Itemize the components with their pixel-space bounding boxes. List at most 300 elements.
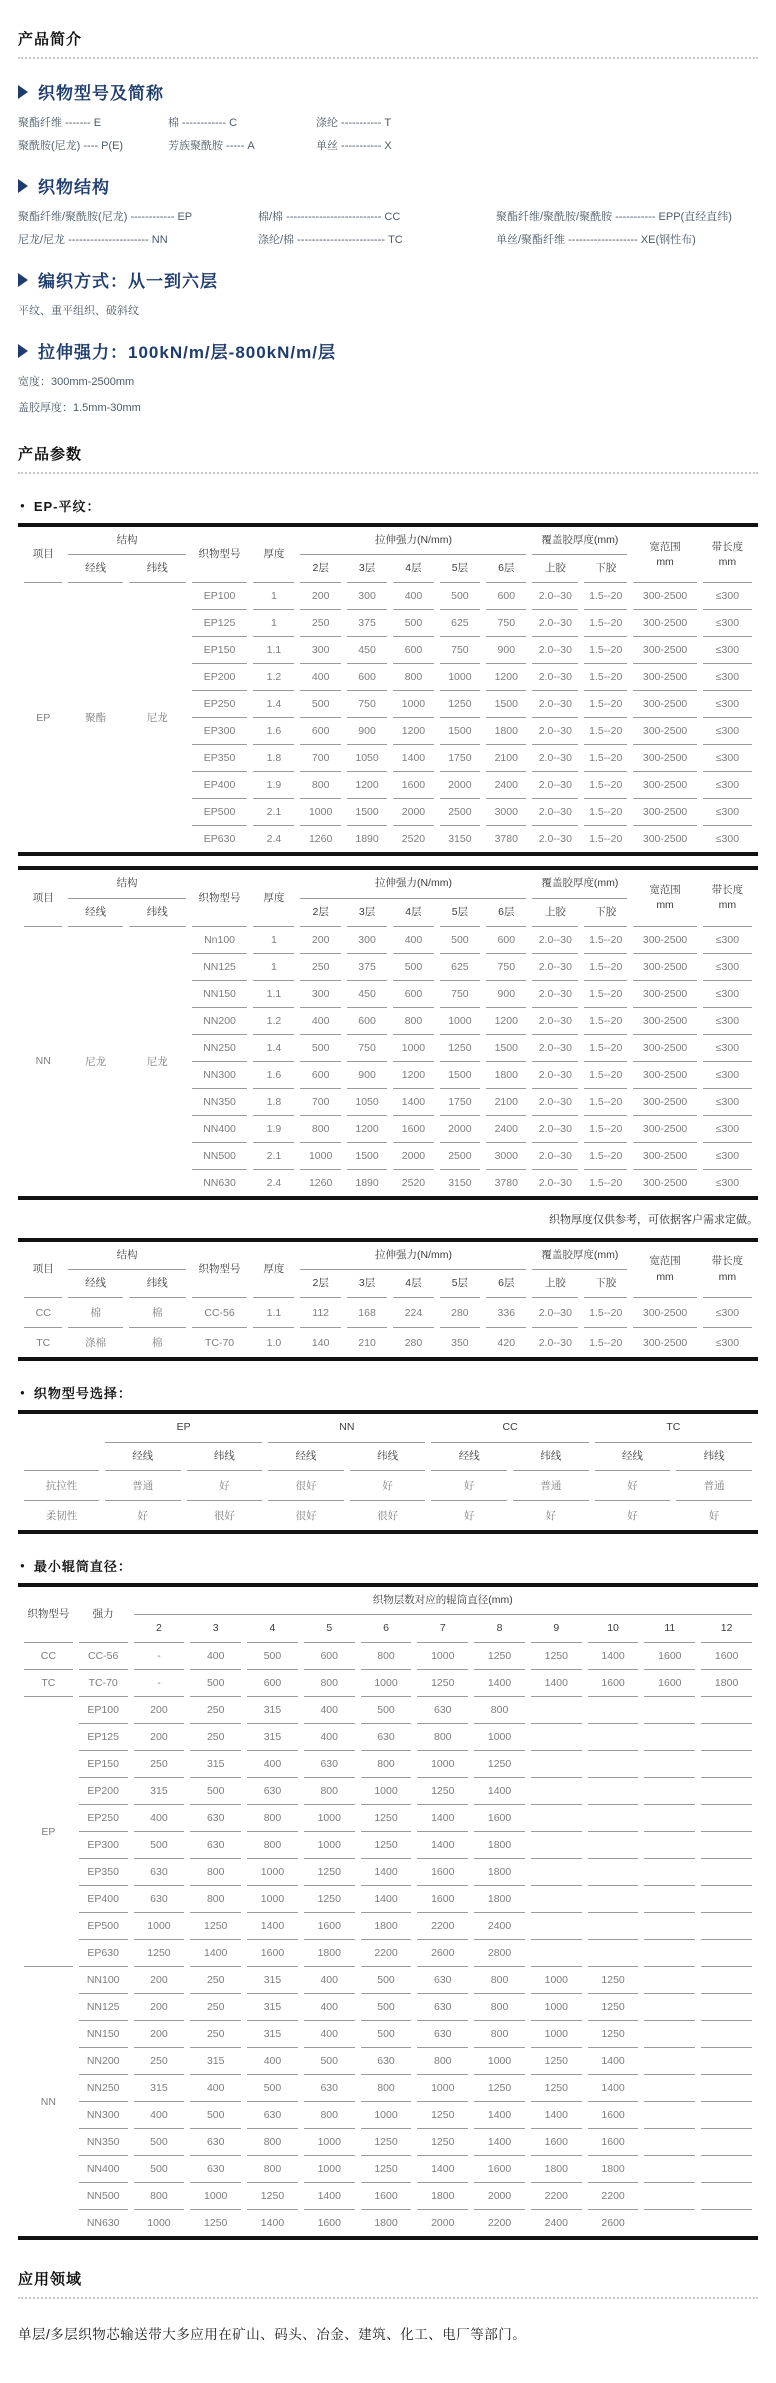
cell-value: 300-2500 — [642, 1176, 688, 1189]
cell-value: 2.0--30 — [532, 664, 578, 691]
cell-value: 250 — [300, 610, 340, 637]
cell-value: 300 — [347, 927, 387, 954]
cell-value: NN250 — [192, 1035, 248, 1062]
col-ply: 5层 — [440, 899, 480, 927]
cell-value: 1250 — [247, 2183, 298, 2210]
table-row — [24, 2102, 752, 2129]
cell-value: 1250 — [204, 2217, 228, 2230]
cell-value: 375 — [347, 610, 387, 637]
cell-value: 1600 — [317, 2217, 341, 2230]
cell-value: 1000 — [531, 1967, 582, 1994]
cell-value: 涤棉 — [85, 1337, 107, 1350]
cell-value: 600 — [486, 927, 526, 954]
cell-property: 抗拉性 — [24, 1471, 99, 1501]
cell-value: 1.5--20 — [584, 1089, 627, 1116]
cell-value: 300-2500 — [633, 664, 697, 691]
cell-value: 1400 — [474, 2129, 525, 2156]
section-title-intro: 产品简介 — [18, 10, 758, 59]
cell-item: TC — [24, 1670, 73, 1697]
cell-value — [701, 1913, 752, 1940]
cell-value: ≤300 — [703, 1116, 752, 1143]
cell-value — [701, 1805, 752, 1832]
cell-value — [644, 2129, 695, 2156]
cell-value: 2.1 — [253, 1143, 294, 1170]
col-layer: 5 — [304, 1615, 355, 1643]
bullet-icon: ● — [20, 501, 26, 510]
cell-value: 1260 — [308, 833, 333, 846]
col-model: 织物型号 — [192, 870, 248, 926]
cell-value: 1000 — [361, 2102, 412, 2129]
cell-rating: 很好 — [377, 1509, 399, 1522]
cell-value: 2.4 — [266, 833, 282, 846]
cell-value — [644, 1940, 695, 1967]
col-layers-title: 织物层数对应的辊筒直径(mm) — [134, 1587, 752, 1615]
cell-value: ≤300 — [703, 927, 752, 954]
cell-value: 500 — [361, 1697, 412, 1724]
cell-value: 2000 — [440, 1116, 480, 1143]
cell-value: 700 — [300, 1089, 340, 1116]
cell-value: 1250 — [361, 2156, 412, 2183]
fabric-structure-row — [18, 231, 758, 247]
col-belt-length: 带长度 mm — [703, 870, 752, 926]
cell-value: 1250 — [474, 1643, 525, 1670]
cell-value: 2600 — [417, 1940, 468, 1967]
cell-value: EP300 — [192, 718, 248, 745]
cell-value: 280 — [404, 1336, 423, 1349]
cell-value: ≤300 — [715, 1176, 740, 1189]
cell-value: 棉 — [129, 1298, 186, 1328]
cell-value: 750 — [347, 1035, 387, 1062]
col-sub: 经线 — [268, 1443, 344, 1471]
label-min-roller-diameter — [20, 1556, 758, 1575]
roller-diameter-table-wrap — [18, 1583, 758, 2240]
cell-value — [644, 1724, 695, 1751]
cell-value: 2100 — [486, 1089, 526, 1116]
table-row — [24, 1751, 752, 1778]
cell-value: 2400 — [544, 2217, 568, 2230]
weave-types-text: 平纹、重平组织、破斜纹 — [18, 305, 139, 317]
cell-value: 315 — [247, 2021, 298, 2048]
heading-text: 织物结构 — [38, 178, 110, 197]
cell-value: 1250 — [361, 2129, 412, 2156]
col-structure: 结构 — [68, 1242, 185, 1270]
cell-value: 300-2500 — [633, 1035, 697, 1062]
cell-value: 2.0--30 — [532, 927, 578, 954]
cell-value: ≤300 — [703, 799, 752, 826]
cell-value: 630 — [304, 2075, 355, 2102]
cell-value: 1000 — [247, 1886, 298, 1913]
cell-value: 1.5--20 — [589, 1336, 623, 1349]
col-layer: 9 — [531, 1615, 582, 1643]
col-ply: 6层 — [486, 555, 526, 583]
cell-value: 1250 — [531, 2048, 582, 2075]
cell-value: 1400 — [474, 1670, 525, 1697]
cell-value: 800 — [361, 1751, 412, 1778]
cell-value: 1400 — [531, 2102, 582, 2129]
cell-value: 2.4 — [266, 1176, 282, 1189]
label-text: EP-平纹： — [33, 499, 101, 514]
cell-value — [644, 2021, 695, 2048]
cell-value: 500 — [361, 1967, 412, 1994]
header-row — [24, 870, 752, 898]
cell-value: EP500 — [192, 799, 248, 826]
col-layer: 4 — [247, 1615, 298, 1643]
col-sub: 纬线 — [513, 1443, 589, 1471]
cell-value: 1800 — [474, 1886, 525, 1913]
cell-value: 1250 — [588, 2021, 639, 2048]
cell-value: NN500 — [79, 2183, 128, 2210]
cell-value: 1250 — [417, 1778, 468, 1805]
cell-value: 1400 — [190, 1940, 241, 1967]
cell-value: 400 — [190, 1643, 241, 1670]
cell-value: 2500 — [440, 1143, 480, 1170]
cell-value: 2400 — [486, 1116, 526, 1143]
cell-value — [644, 1697, 695, 1724]
cell-value: 200 — [134, 1994, 185, 2021]
cell-value: 1200 — [393, 1062, 433, 1089]
cell-value: 1.5--20 — [584, 1035, 627, 1062]
width-spec-text: 宽度：300mm-2500mm — [18, 376, 135, 388]
cell-value — [644, 2183, 695, 2210]
cell-value: 1500 — [486, 691, 526, 718]
cell-value — [701, 2129, 752, 2156]
cell-value: 300-2500 — [633, 691, 697, 718]
applications-text: 单层/多层织物芯输送带大多应用在矿山、码头、冶金、建筑、化工、电厂等部门。 — [18, 2327, 527, 2343]
cell-value: 300-2500 — [633, 583, 697, 610]
heading-text: 编织方式：从一到六层 — [38, 272, 218, 291]
fabric-structure-list — [18, 208, 758, 247]
cell-value: EP630 — [203, 833, 236, 846]
cell-value — [588, 1832, 639, 1859]
cell-value: NN150 — [79, 2021, 128, 2048]
cell-value: 300-2500 — [633, 1089, 697, 1116]
cell-value: 棉 — [151, 1337, 163, 1350]
fabric-model-item: 涤纶 ----------- T — [316, 117, 392, 129]
col-ply: 4层 — [393, 1270, 433, 1298]
cell-value: 1600 — [361, 2183, 412, 2210]
cell-value: 1000 — [393, 1035, 433, 1062]
cell-value: EP150 — [192, 637, 248, 664]
cell-value: NN125 — [192, 954, 248, 981]
cell-value: 1600 — [417, 1886, 468, 1913]
ep-spec-table — [18, 527, 758, 852]
cell-value: 300-2500 — [633, 981, 697, 1008]
cell-value: 630 — [417, 1697, 468, 1724]
cell-value: 2520 — [401, 833, 426, 846]
cell-value: 1.5--20 — [584, 927, 627, 954]
cell-rating: 普通 — [513, 1471, 589, 1501]
cell-value: 2.0--30 — [532, 1035, 578, 1062]
col-group: EP — [105, 1414, 262, 1442]
cell-value: 2.0--30 — [532, 583, 578, 610]
cell-value: 315 — [247, 1724, 298, 1751]
cell-value: 1250 — [440, 691, 480, 718]
cell-value: 750 — [486, 610, 526, 637]
cell-value: 1200 — [393, 718, 433, 745]
cell-value: 300-2500 — [633, 745, 697, 772]
cell-value: 2400 — [474, 1913, 525, 1940]
col-model: 织物型号 — [192, 527, 248, 583]
cell-value: 1000 — [361, 1670, 412, 1697]
table-row — [24, 1832, 752, 1859]
header-row — [24, 1587, 752, 1615]
cell-value: 630 — [190, 1832, 241, 1859]
cell-value: 2.0--30 — [532, 691, 578, 718]
cell-value: 1600 — [588, 1670, 639, 1697]
table-row — [24, 1967, 752, 1994]
cell-value: 600 — [300, 718, 340, 745]
cell-rating: 好 — [137, 1509, 149, 1522]
cell-value: 336 — [486, 1298, 526, 1328]
bullet-icon: ● — [20, 1388, 26, 1398]
cell-value: 2.0--30 — [538, 1176, 572, 1189]
col-group: CC — [431, 1414, 588, 1442]
cell-value: 300-2500 — [633, 718, 697, 745]
cell-value: 300-2500 — [642, 833, 688, 846]
table-row — [24, 1859, 752, 1886]
cell-value: 140 — [311, 1336, 330, 1349]
cell-value: 200 — [300, 927, 340, 954]
cell-value — [701, 2210, 752, 2236]
cell-value: EP250 — [79, 1805, 128, 1832]
cell-value: 800 — [361, 1643, 412, 1670]
col-sub: 经线 — [431, 1443, 507, 1471]
cell-value: 1600 — [393, 772, 433, 799]
cell-value: NN300 — [192, 1062, 248, 1089]
cell-rating: 好 — [627, 1509, 638, 1522]
cell-value: 1.5--20 — [584, 799, 627, 826]
cell-value: 1260 — [308, 1176, 333, 1189]
cell-value: NN200 — [192, 1008, 248, 1035]
col-warp: 经线 — [68, 555, 122, 583]
cell-value: 1000 — [417, 1643, 468, 1670]
cell-value — [531, 1886, 582, 1913]
cell-value — [701, 1778, 752, 1805]
cell-value: 280 — [440, 1298, 480, 1328]
cell-value: EP630 — [79, 1940, 128, 1967]
cell-value — [701, 1751, 752, 1778]
cell-value: 250 — [190, 1724, 241, 1751]
cell-value: 1200 — [486, 664, 526, 691]
cell-value: EP350 — [192, 745, 248, 772]
cell-value: 1250 — [531, 2075, 582, 2102]
cell-value: ≤300 — [703, 583, 752, 610]
cell-value: 2.0--30 — [532, 1008, 578, 1035]
cell-value: 3150 — [448, 1176, 472, 1189]
col-cover: 覆盖胶厚度(mm) — [532, 1242, 627, 1270]
cell-value: 800 — [474, 2021, 525, 2048]
cell-value: 2.0--30 — [532, 718, 578, 745]
cell-value: 630 — [247, 2102, 298, 2129]
cell-value: 500 — [361, 1994, 412, 2021]
cell-value: 1600 — [644, 1670, 695, 1697]
cell-value: 1400 — [417, 1832, 468, 1859]
cell-value: 200 — [134, 1724, 185, 1751]
cell-value: 750 — [486, 954, 526, 981]
cell-value: NN350 — [192, 1089, 248, 1116]
cell-value: 315 — [134, 2075, 185, 2102]
cell-value: NN125 — [79, 1994, 128, 2021]
cell-value: 2000 — [393, 1143, 433, 1170]
cell-value: 500 — [247, 1643, 298, 1670]
cell-value: 1400 — [247, 1913, 298, 1940]
cell-value: 1250 — [531, 1643, 582, 1670]
col-ply: 5层 — [440, 1270, 480, 1298]
cell-value: 2.0--30 — [532, 799, 578, 826]
cell-rating: 好 — [187, 1471, 263, 1501]
cell-value: 1250 — [190, 1913, 241, 1940]
cell-value — [701, 2156, 752, 2183]
table-row — [24, 1298, 752, 1328]
cell-value: 2.1 — [253, 799, 294, 826]
cell-value: 800 — [190, 1859, 241, 1886]
cell-value — [701, 1724, 752, 1751]
cell-value: 1.2 — [253, 1008, 294, 1035]
cell-value: 1400 — [588, 1643, 639, 1670]
fabric-selection-table-wrap — [18, 1410, 758, 1533]
cell-value — [701, 1697, 752, 1724]
cell-value — [701, 1859, 752, 1886]
cell-value: 300-2500 — [633, 1008, 697, 1035]
col-ply: 2层 — [300, 555, 340, 583]
cell-value: 2600 — [601, 2217, 625, 2230]
heading-tensile-strength — [18, 338, 758, 363]
col-ply: 3层 — [347, 899, 387, 927]
col-sub: 纬线 — [676, 1443, 752, 1471]
cell-value: 400 — [304, 1724, 355, 1751]
cell-value — [644, 1859, 695, 1886]
cell-item: CC — [24, 1643, 73, 1670]
cell-value: 1800 — [304, 1940, 355, 1967]
col-belt-length: 带长度 mm — [703, 1242, 752, 1298]
cell-value: 200 — [300, 583, 340, 610]
cell-value — [644, 1832, 695, 1859]
cell-value — [701, 1886, 752, 1913]
cell-value: 400 — [304, 2021, 355, 2048]
cell-value: 500 — [300, 691, 340, 718]
cell-value: 800 — [361, 2075, 412, 2102]
cell-value — [588, 1805, 639, 1832]
cell-value: ≤300 — [715, 833, 740, 846]
cell-value: ≤300 — [703, 1298, 752, 1328]
cell-value: 1.5--20 — [584, 691, 627, 718]
cell-value: 315 — [190, 1751, 241, 1778]
cell-value: 630 — [190, 2156, 241, 2183]
cell-value: 500 — [304, 2048, 355, 2075]
heading-weave-method — [18, 267, 758, 292]
cell-value: 1.5--20 — [584, 1008, 627, 1035]
cell-value: NN150 — [192, 981, 248, 1008]
cell-value: 600 — [347, 664, 387, 691]
cell-value: 315 — [247, 1697, 298, 1724]
cell-value: 1600 — [393, 1116, 433, 1143]
cell-value: 1.5--20 — [584, 981, 627, 1008]
cell-value: 300-2500 — [633, 637, 697, 664]
cell-value — [531, 1805, 582, 1832]
cell-value: 1.9 — [253, 772, 294, 799]
cell-value: 800 — [474, 1994, 525, 2021]
cell-value — [644, 2075, 695, 2102]
cell-value: 600 — [393, 637, 433, 664]
cell-value: 400 — [247, 1751, 298, 1778]
col-group: TC — [595, 1414, 752, 1442]
cell-value: 300 — [300, 981, 340, 1008]
cell-value: 315 — [247, 1967, 298, 1994]
table-row — [24, 1886, 752, 1913]
cell-value: 1800 — [474, 1859, 525, 1886]
cell-value: 300-2500 — [633, 799, 697, 826]
cell-value: 1600 — [474, 2156, 525, 2183]
cell-value: NN500 — [192, 1143, 248, 1170]
cell-value: 300-2500 — [633, 1298, 697, 1328]
cell-value: 1250 — [134, 1940, 185, 1967]
cell-value: 250 — [190, 2021, 241, 2048]
arrow-right-icon — [18, 179, 28, 193]
table-row — [24, 583, 752, 610]
cell-value: 1500 — [486, 1035, 526, 1062]
table-row — [24, 2021, 752, 2048]
section-title-params: 产品参数 — [18, 425, 758, 474]
cell-value — [644, 1967, 695, 1994]
fabric-structure-item: 单丝/聚酯纤维 ------------------- XE(钢性布) — [496, 234, 696, 246]
cell-value: 1.5--20 — [584, 664, 627, 691]
cell-weft: 尼龙 — [146, 712, 168, 725]
cell-value: 500 — [134, 1832, 185, 1859]
col-sub: 纬线 — [187, 1443, 263, 1471]
cell-value: 3000 — [486, 1143, 526, 1170]
cell-value: 1000 — [304, 2129, 355, 2156]
table-row — [24, 2048, 752, 2075]
cell-value: 630 — [304, 1751, 355, 1778]
col-ply: 5层 — [440, 555, 480, 583]
col-width-range: 宽范围 mm — [633, 527, 697, 583]
cell-value — [644, 2210, 695, 2236]
roller-diameter-table — [18, 1587, 758, 2236]
cell-value: 630 — [134, 1886, 185, 1913]
cell-rating: 好 — [464, 1509, 475, 1522]
cell-value: 315 — [190, 2048, 241, 2075]
cell-value: 1.5--20 — [584, 954, 627, 981]
cell-value: 1000 — [190, 2183, 241, 2210]
cell-value: 1890 — [355, 1176, 379, 1189]
cell-value: 1200 — [347, 1116, 387, 1143]
cell-value: ≤300 — [715, 1336, 740, 1349]
cell-value: 250 — [300, 954, 340, 981]
cell-value: 300-2500 — [633, 1116, 697, 1143]
cell-value: 1 — [253, 583, 294, 610]
cell-value: 1400 — [474, 1778, 525, 1805]
cell-value: 棉 — [68, 1298, 122, 1328]
header-row — [24, 1615, 752, 1643]
cell-value: 300 — [347, 583, 387, 610]
cell-value: NN100 — [79, 1967, 128, 1994]
cell-value: 400 — [247, 2048, 298, 2075]
cell-value: EP350 — [79, 1859, 128, 1886]
header-row — [24, 527, 752, 555]
header-row — [24, 1443, 752, 1471]
cell-value: 2200 — [417, 1913, 468, 1940]
cell-value: - — [134, 1670, 185, 1697]
col-layer: 11 — [644, 1615, 695, 1643]
label-text: 织物型号选择： — [33, 1386, 132, 1402]
heading-fabric-models — [18, 79, 758, 104]
cell-value: 1.4 — [253, 1035, 294, 1062]
cell-value: 630 — [247, 1778, 298, 1805]
col-width-range: 宽范围 mm — [633, 1242, 697, 1298]
cell-value: 1.5--20 — [584, 772, 627, 799]
col-tensile: 拉伸强力(N/mm) — [300, 527, 526, 555]
cell-value: 750 — [347, 691, 387, 718]
